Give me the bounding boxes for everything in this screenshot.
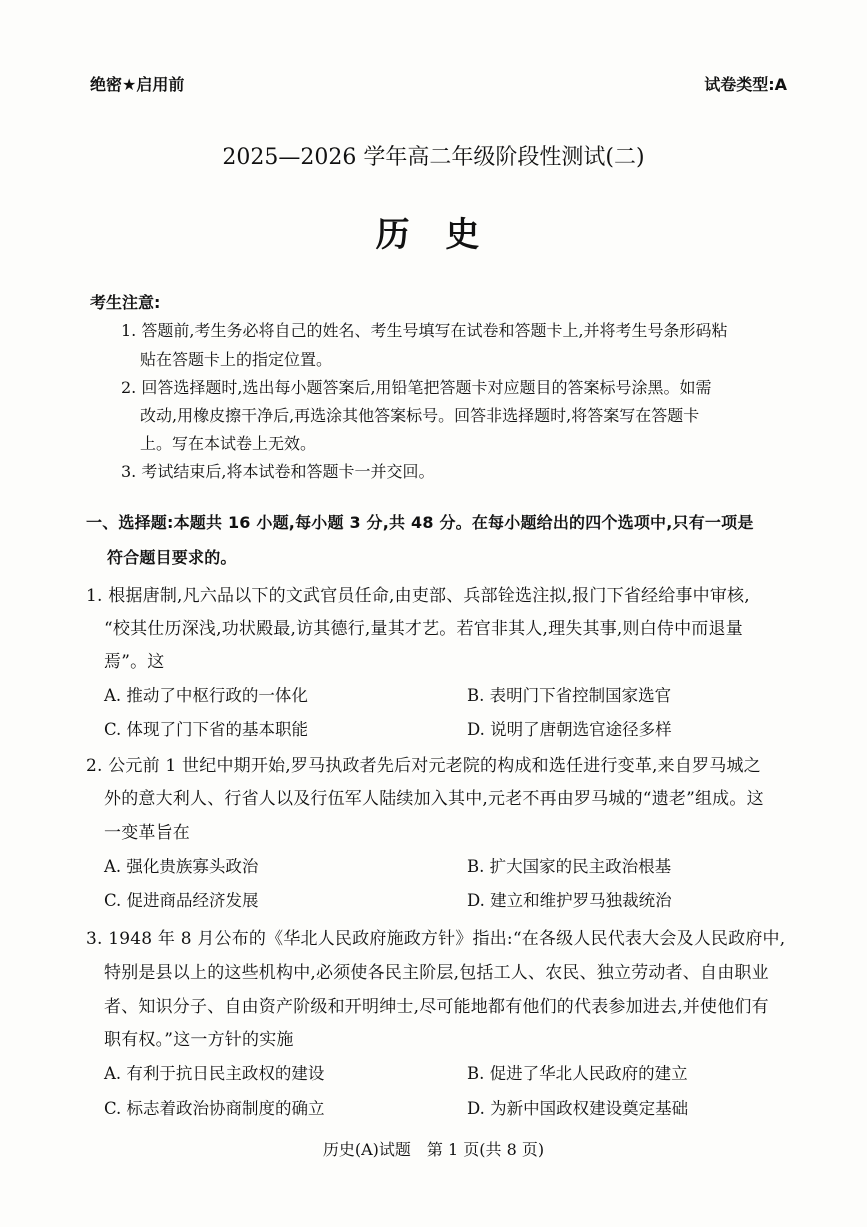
- question-3-option-c[interactable]: C. 标志着政治协商制度的确立: [104, 1099, 325, 1118]
- question-1-option-a[interactable]: A. 推动了中枢行政的一体化: [104, 686, 308, 705]
- question-1-option-b[interactable]: B. 表明门下省控制国家选官: [467, 686, 672, 705]
- paper-type-label: 试卷类型:A: [704, 75, 787, 94]
- exam-title: 2025—2026 学年高二年级阶段性测试(二): [222, 145, 645, 170]
- section-heading-cont: 符合题目要求的。: [107, 548, 237, 567]
- question-2-option-a[interactable]: A. 强化贵族寡头政治: [104, 857, 259, 876]
- question-2-line-1: 2. 公元前 1 世纪中期开始,罗马执政者先后对元老院的构成和选任进行变革,来自罗马城之: [86, 756, 761, 776]
- question-2-line-2: 外的意大利人、行省人以及行伍军人陆续加入其中,元老不再由罗马城的“遗老”组成。这: [104, 789, 764, 809]
- question-1-option-d[interactable]: D. 说明了唐朝选官途径多样: [467, 720, 672, 739]
- question-3-line-2: 特别是县以上的这些机构中,必须使各民主阶层,包括工人、农民、独立劳动者、自由职业: [104, 963, 769, 983]
- question-3-option-a[interactable]: A. 有利于抗日民主政权的建设: [104, 1064, 325, 1083]
- question-3-option-b[interactable]: B. 促进了华北人民政府的建立: [467, 1064, 688, 1083]
- page-footer: 历史(A)试题 第 1 页(共 8 页): [322, 1140, 545, 1159]
- question-2-option-d[interactable]: D. 建立和维护罗马独裁统治: [467, 891, 672, 910]
- subject-title: 历 史: [375, 215, 492, 255]
- notice-title: 考生注意:: [90, 293, 161, 312]
- question-2-option-b[interactable]: B. 扩大国家的民主政治根基: [467, 857, 672, 876]
- question-2-line-3: 一变革旨在: [104, 823, 190, 843]
- notice-item-2-line-2: 改动,用橡皮擦干净后,再选涂其他答案标号。回答非选择题时,将答案写在答题卡: [140, 406, 700, 425]
- notice-item-3-line-1: 3. 考试结束后,将本试卷和答题卡一并交回。: [121, 462, 435, 481]
- question-1-line-2: “校其仕历深浅,功状殿最,访其德行,量其才艺。若官非其人,理失其事,则白侍中而退量: [104, 619, 743, 639]
- question-3-line-4: 职有权。”这一方针的实施: [104, 1030, 294, 1050]
- question-3-line-3: 者、知识分子、自由资产阶级和开明绅士,尽可能地都有他们的代表参加进去,并使他们有: [104, 997, 769, 1017]
- question-1-option-c[interactable]: C. 体现了门下省的基本职能: [104, 720, 309, 739]
- notice-item-1-line-2: 贴在答题卡上的指定位置。: [140, 350, 333, 369]
- question-2-option-c[interactable]: C. 促进商品经济发展: [104, 891, 259, 910]
- question-1-line-1: 1. 根据唐制,凡六品以下的文武官员任命,由吏部、兵部铨选注拟,报门下省经给事中审核,: [86, 586, 750, 606]
- notice-item-2-line-3: 上。写在本试卷上无效。: [140, 434, 317, 453]
- confidential-mark: 绝密★启用前: [90, 75, 185, 94]
- question-3-option-d[interactable]: D. 为新中国政权建设奠定基础: [467, 1099, 689, 1118]
- section-heading: 一、选择题:本题共 16 小题,每小题 3 分,共 48 分。在每小题给出的四个选项中,只有一项是: [86, 513, 754, 532]
- question-1-line-3: 焉”。这: [104, 652, 165, 672]
- notice-item-2-line-1: 2. 回答选择题时,选出每小题答案后,用铅笔把答题卡对应题目的答案标号涂黑。如需: [121, 378, 712, 397]
- question-3-line-1: 3. 1948 年 8 月公布的《华北人民政府施政方针》指出:“在各级人民代表大会及人民政府中,: [86, 929, 786, 949]
- notice-item-1-line-1: 1. 答题前,考生务必将自己的姓名、考生号填写在试卷和答题卡上,并将考生号条形码粘: [121, 321, 728, 340]
